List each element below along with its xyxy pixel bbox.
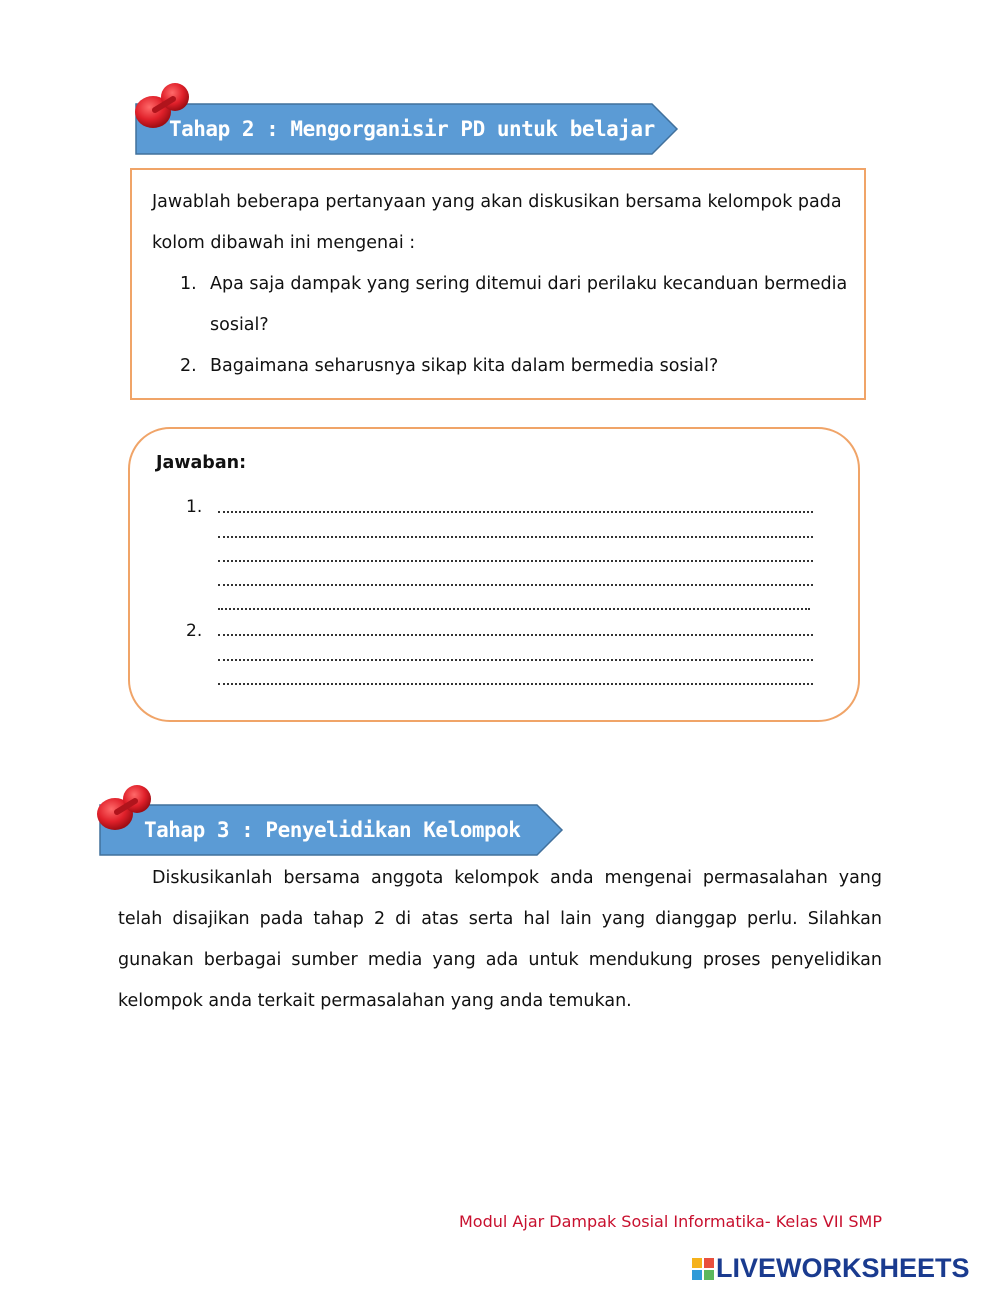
question-text: Apa saja dampak yang sering ditemui dari perilaku kecanduan bermedia sosial?	[210, 274, 848, 335]
answer-number: 2.	[186, 621, 203, 641]
answer-1-line-2[interactable]	[218, 536, 813, 538]
stage3-banner-title: Tahap 3 : Penyelidikan Kelompok	[144, 818, 521, 842]
stage3-banner	[99, 804, 565, 856]
question-text: Bagaimana seharusnya sikap kita dalam bermedia sosial?	[210, 356, 719, 376]
question-number: 2.	[180, 356, 197, 376]
question-list	[180, 264, 850, 387]
push-pin-icon	[133, 80, 195, 132]
brand-name: LIVEWORKSHEETS	[716, 1253, 970, 1283]
stage2-banner	[135, 103, 680, 155]
answer-1-line-3[interactable]	[218, 560, 813, 562]
question-item	[180, 346, 850, 387]
stage2-intro: Jawablah beberapa pertanyaan yang akan diskusikan bersama kelompok pada kolom dibawah ini mengenai :	[152, 192, 842, 253]
question-number: 1.	[180, 274, 197, 294]
footer-text: Modul Ajar Dampak Sosial Informatika- Kelas VII SMP	[459, 1212, 882, 1231]
question-box	[130, 168, 866, 400]
stage2-banner-title: Tahap 2 : Mengorganisir PD untuk belajar	[169, 117, 655, 141]
push-pin-icon	[95, 782, 157, 834]
answer-1-line-1[interactable]	[218, 511, 813, 513]
stage3-paragraph-text: Diskusikanlah bersama anggota kelompok anda mengenai permasalahan yang telah disajikan pada tahap 2 di atas serta hal lain yang dianggap perlu. Silahkan gunakan berbagai sumber media yang ada untuk mendukung proses penyelidikan kelompok anda terkait permasalahan yang anda temukan.	[118, 868, 882, 1011]
answer-2-line-2[interactable]	[218, 659, 813, 661]
answer-1-line-4[interactable]	[218, 584, 813, 586]
question-item	[180, 264, 850, 346]
liveworksheets-logo-icon	[692, 1258, 714, 1280]
answer-title: Jawaban:	[156, 453, 247, 473]
answer-box	[128, 427, 860, 722]
answer-2-line-3[interactable]	[218, 683, 813, 685]
answer-1-line-5[interactable]	[218, 608, 810, 610]
answer-number: 1.	[186, 497, 203, 517]
stage3-paragraph	[118, 858, 882, 1022]
answer-2-line-1[interactable]	[218, 634, 813, 636]
